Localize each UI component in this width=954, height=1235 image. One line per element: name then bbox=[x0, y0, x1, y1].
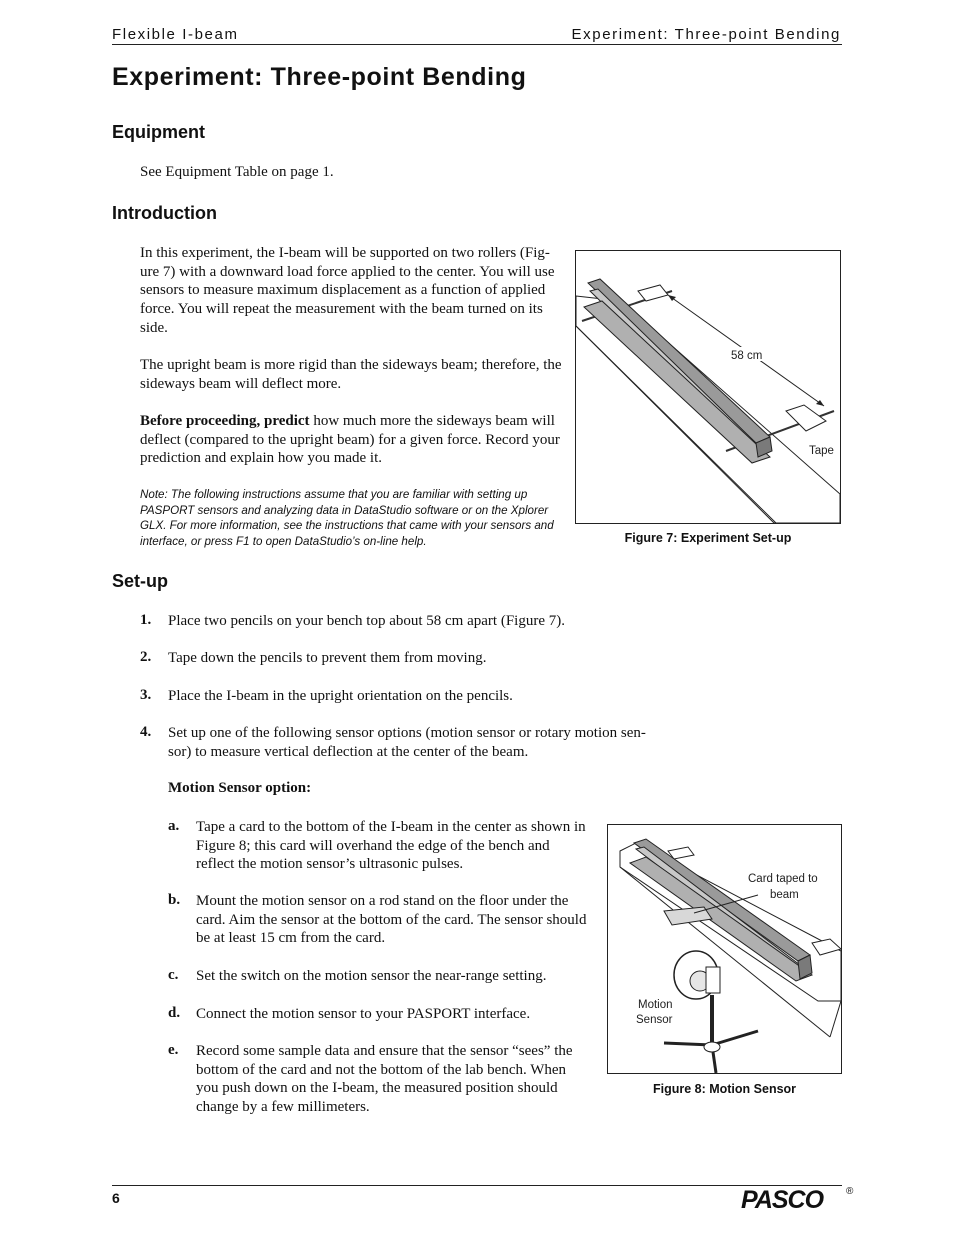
figure-7-caption: Figure 7: Experiment Set-up bbox=[624, 531, 792, 545]
stand-hub bbox=[704, 1042, 720, 1052]
figure-8-caption: Figure 8: Motion Sensor bbox=[652, 1082, 797, 1096]
substep-text: Mount the motion sensor on a rod stand on the floor under the card. Aim the sensor at the bottom of the card. The sensor should be at least 15 cm from the card. bbox=[196, 893, 587, 947]
page-title: Experiment: Three-point Bending bbox=[112, 63, 527, 91]
sensor-label-line-2: Sensor bbox=[636, 1014, 673, 1026]
stand-leg-right bbox=[712, 1031, 758, 1045]
header-rule bbox=[112, 44, 842, 45]
registered-mark: ® bbox=[846, 1186, 854, 1197]
intro-paragraph-3 bbox=[140, 412, 560, 468]
equipment-heading: Equipment bbox=[112, 122, 205, 142]
intro-note: Note: The following instructions assume that you are familiar with setting up PASPORT sensors and analyzing data in DataStudio software or on the Xplorer GLX. For more information, see the instructions that came with your sensors and interface, or press F1 to open DataStudio’s on-line help. bbox=[140, 488, 554, 548]
step-number: 4. bbox=[140, 724, 152, 740]
substep-number: c. bbox=[168, 967, 179, 983]
option-heading: Motion Sensor option: bbox=[168, 780, 312, 796]
figure-7-illustration bbox=[576, 251, 840, 523]
bench-corner bbox=[830, 1001, 841, 1037]
introduction-heading: Introduction bbox=[112, 203, 217, 223]
ibeam-bottom-flange bbox=[584, 301, 770, 463]
substep-text: Tape a card to the bottom of the I-beam in the center as shown in Figure 8; this card will overhand the edge of the bench and reflect the motion sensor’s ultrasonic pulses. bbox=[196, 819, 586, 873]
page-number: 6 bbox=[112, 1190, 120, 1206]
predict-emphasis: Before proceeding, predict bbox=[140, 413, 310, 429]
figure-7-frame bbox=[575, 250, 841, 524]
substep-number: b. bbox=[168, 892, 181, 908]
card-label-line-1: Card taped to bbox=[748, 873, 818, 885]
motion-sensor-bracket bbox=[706, 967, 720, 993]
figure-8-illustration bbox=[608, 825, 841, 1073]
step-number: 2. bbox=[140, 649, 152, 665]
substep-number: d. bbox=[168, 1005, 181, 1021]
step-text: Place two pencils on your bench top about 58 cm apart (Figure 7). bbox=[168, 613, 565, 629]
intro-paragraph-1: In this experiment, the I-beam will be supported on two rollers (Fig-ure 7) with a downward load force applied to the center. You will use sensors to measure maximum displacement as a function of applied force. You will repeat the measurement with the beam turned on its side. bbox=[140, 245, 555, 336]
tape-left bbox=[638, 285, 668, 301]
distance-label: 58 cm bbox=[731, 350, 763, 362]
intro-paragraph-2: The upright beam is more rigid than the sideways beam; therefore, the sideways beam will deflect more. bbox=[140, 357, 562, 392]
predict-text: how much more the sideways beam will deflect (compared to the upright beam) for a given force. Record your prediction and explain how you made it. bbox=[140, 413, 560, 467]
substep-number: e. bbox=[168, 1042, 179, 1058]
sensor-label-line-1: Motion bbox=[638, 999, 673, 1011]
step-text: Place the I-beam in the upright orientation on the pencils. bbox=[168, 688, 513, 704]
tape-label: Tape bbox=[809, 445, 834, 457]
step-text: Set up one of the following sensor options (motion sensor or rotary motion sen-sor) to measure vertical deflection at the center of the beam. bbox=[168, 725, 646, 760]
pasco-logo bbox=[740, 1186, 842, 1212]
footer-rule bbox=[112, 1185, 842, 1186]
substep-text: Record some sample data and ensure that the sensor “sees” the bottom of the card and not the bottom of the lab bench. When you push down on the I-beam, the measured position should change by a few millimeters. bbox=[196, 1043, 573, 1116]
step-text: Tape down the pencils to prevent them from moving. bbox=[168, 650, 487, 666]
setup-heading: Set-up bbox=[112, 571, 168, 591]
equipment-text: See Equipment Table on page 1. bbox=[140, 164, 334, 180]
running-header-left: Flexible I-beam bbox=[112, 26, 239, 43]
substep-text: Connect the motion sensor to your PASPORT interface. bbox=[196, 1006, 531, 1022]
card-label-line-2: beam bbox=[770, 889, 799, 901]
substep-text: Set the switch on the motion sensor the near-range setting. bbox=[196, 968, 547, 984]
step-number: 1. bbox=[140, 612, 152, 628]
pasco-logo-text: PASCO bbox=[741, 1186, 824, 1212]
figure-8-frame bbox=[607, 824, 842, 1074]
step-number: 3. bbox=[140, 687, 152, 703]
running-header-right: Experiment: Three-point Bending bbox=[571, 26, 841, 43]
substep-number: a. bbox=[168, 818, 180, 834]
